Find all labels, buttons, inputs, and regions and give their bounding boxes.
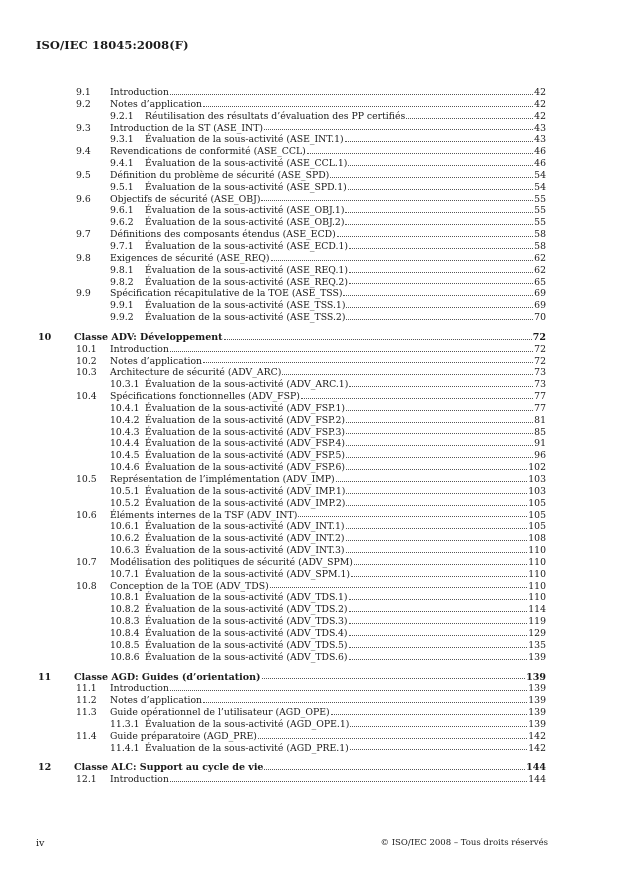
toc-entry-number: 10.8.4 [110,627,140,639]
toc-dot-leader [349,610,528,612]
toc-entry-number: 9.4 [76,146,91,158]
toc-entry-number: 10.8.6 [110,651,140,663]
toc-dot-leader [345,211,533,213]
toc-entry[interactable] [38,217,546,229]
toc-entry-page: 73 [534,379,546,391]
toc-dot-leader [170,780,527,782]
toc-entry-page: 129 [528,627,546,639]
toc-dot-leader [349,247,533,249]
toc-entry[interactable] [38,486,546,498]
toc-entry[interactable] [38,592,546,604]
toc-dot-leader [203,701,527,703]
toc-entry[interactable] [38,545,546,557]
toc-dot-leader [346,492,527,494]
toc-entry-page: 58 [534,229,546,241]
toc-dot-leader [337,235,533,237]
toc-entry-title: Classe AGD: Guides (d’orientation) [74,671,261,683]
toc-entry[interactable] [38,134,546,146]
toc-entry-number: 9.7.1 [110,240,134,252]
toc-entry[interactable] [38,521,546,533]
toc-dot-leader [271,259,534,261]
toc-entry[interactable] [38,229,546,241]
toc-entry-title: Architecture de sécurité (ADV_ARC) [110,367,282,379]
toc-entry-page: 65 [534,276,546,288]
toc-entry-title: Classe ALC: Support au cycle de vie [74,762,264,774]
toc-entry-page: 108 [528,533,546,545]
toc-entry-page: 58 [534,240,546,252]
toc-entry-title: Évaluation de la sous-activité (ADV_TDS.3) [145,616,348,628]
toc-entry-title: Notes d’application [110,355,203,367]
toc-entry-page: 110 [528,580,546,592]
toc-entry-page: 55 [534,217,546,229]
toc-dot-leader [346,504,527,506]
toc-dot-leader [346,444,533,446]
toc-entry-page: 42 [534,87,546,98]
toc-entry[interactable] [38,146,546,158]
toc-entry[interactable] [38,731,546,743]
toc-entry[interactable] [38,123,546,135]
toc-entry-title: Revendications de conformité (ASE_CCL) [110,146,306,158]
toc-entry-title: Éléments internes de la TSF (ADV_INT) [110,509,298,521]
toc-dot-leader [349,622,528,624]
toc-entry-page: 110 [528,556,546,568]
toc-entry-title: Évaluation de la sous-activité (ADV_INT.1) [145,521,345,533]
toc-entry-page: 72 [534,343,546,355]
copyright-notice: © ISO/IEC 2008 – Tous droits réservés [380,838,548,848]
toc-entry-page: 55 [534,205,546,217]
toc-entry-title: Guide opérationnel de l’utilisateur (AGD_OPE) [110,707,330,719]
toc-entry-number: 12 [38,762,52,774]
toc-dot-leader [336,480,528,482]
toc-entry-number: 9.3 [76,122,91,134]
toc-entry[interactable] [38,640,546,652]
toc-entry-page: 139 [528,683,546,695]
toc-dot-leader [331,713,528,715]
toc-entry[interactable] [38,379,546,391]
toc-dot-leader [346,306,533,308]
toc-entry[interactable] [38,277,546,289]
toc-entry[interactable] [38,288,546,300]
toc-entry-number: 10.5.2 [110,497,140,509]
toc-dot-leader [330,176,533,178]
toc-dot-leader [348,164,533,166]
toc-entry-number: 9.9 [76,288,91,300]
toc-entry-number: 10.4.2 [110,414,140,426]
toc-entry-number: 11.3 [76,707,97,719]
toc-entry-title: Évaluation de la sous-activité (ASE_CCL.1) [145,158,348,170]
toc-dot-leader [349,385,533,387]
toc-entry-title: Évaluation de la sous-activité (ADV_TDS.5) [145,639,348,651]
toc-entry-number: 10.3.1 [110,379,140,391]
toc-entry-page: 114 [528,604,546,616]
toc-entry-page: 135 [528,639,546,651]
toc-entry-title: Évaluation de la sous-activité (ASE_OBJ.1) [145,205,345,217]
toc-entry-number: 10.2 [76,355,97,367]
toc-dot-leader [346,432,533,434]
toc-dot-leader [348,188,533,190]
toc-entry-page: 69 [534,288,546,300]
toc-dot-leader [307,152,533,154]
section-gap [38,324,546,332]
toc-dot-leader [346,468,527,470]
toc-entry-number: 10.5.1 [110,485,140,497]
toc-entry[interactable] [38,312,546,324]
toc-entry[interactable] [38,253,546,265]
toc-dot-leader [349,658,528,660]
toc-entry-page: 73 [534,367,546,379]
toc-entry-number: 9.5 [76,169,91,181]
toc-dot-leader [406,117,533,119]
toc-dot-leader [346,539,528,541]
toc-entry-number: 9.6 [76,193,91,205]
toc-entry-page: 144 [526,762,546,774]
toc-entry-title: Définition du problème de sécurité (ASE_SPD) [110,169,330,181]
toc-entry-page: 91 [534,438,546,450]
toc-entry-page: 62 [534,264,546,276]
toc-dot-leader [345,223,533,225]
toc-entry-title: Introduction de la ST (ASE_INT) [110,122,264,134]
toc-dot-leader [264,128,533,130]
toc-entry-number: 10.8 [76,580,97,592]
toc-entry[interactable] [38,719,546,731]
toc-entry-number: 10.4.4 [110,438,140,450]
toc-entry-page: 54 [534,181,546,193]
toc-dot-leader [282,373,533,375]
toc-entry[interactable] [38,170,546,182]
toc-entry[interactable] [38,450,546,462]
toc-entry-title: Spécifications fonctionnelles (ADV_FSP) [110,391,300,403]
toc-entry[interactable] [38,683,546,695]
toc-dot-leader [350,725,527,727]
toc-entry-number: 9.6.2 [110,217,134,229]
toc-dot-leader [346,421,533,423]
toc-entry[interactable] [38,194,546,206]
toc-entry[interactable] [38,774,546,786]
toc-entry-number: 10.8.3 [110,616,140,628]
toc-entry-number: 10.6 [76,509,97,521]
toc-entry-page: 110 [528,545,546,557]
toc-entry-number: 10.4.6 [110,462,140,474]
toc-entry[interactable] [38,265,546,277]
toc-entry-number: 10.4.5 [110,450,140,462]
toc-entry-page: 139 [528,718,546,730]
toc-entry-title: Notes d’application [110,98,203,110]
toc-entry-title: Évaluation de la sous-activité (ADV_TDS.6) [145,651,348,663]
toc-entry[interactable] [38,300,546,312]
toc-entry-number: 10.1 [76,343,97,355]
toc-entry[interactable] [38,616,546,628]
toc-entry-title: Évaluation de la sous-activité (ADV_TDS.2) [145,604,348,616]
toc-entry-title: Évaluation de la sous-activité (ASE_INT.1) [145,134,344,146]
toc-entry[interactable] [38,557,546,569]
toc-entry-number: 10.7.1 [110,568,140,580]
toc-entry-title: Évaluation de la sous-activité (ADV_FSP.5) [145,450,346,462]
toc-dot-leader [298,515,527,517]
toc-entry-page: 72 [532,331,546,343]
toc-entry-title: Guide préparatoire (AGD_PRE) [110,730,257,742]
toc-dot-leader [301,397,533,399]
toc-entry[interactable] [38,356,546,368]
toc-chapter-entry[interactable] [38,762,546,774]
toc-entry-title: Spécification récapitulative de la TOE (ASE_TSS) [110,288,343,300]
toc-entry[interactable] [38,241,546,253]
toc-dot-leader [354,563,527,565]
toc-entry-page: 46 [534,146,546,158]
toc-entry-number: 9.8.2 [110,276,134,288]
toc-entry-number: 10.6.3 [110,545,140,557]
toc-entry[interactable] [38,182,546,194]
toc-entry[interactable] [38,344,546,356]
toc-entry-page: 96 [534,450,546,462]
toc-entry[interactable] [38,462,546,474]
toc-entry-title: Évaluation de la sous-activité (ADV_FSP.3) [145,426,346,438]
page-number: iv [36,838,45,849]
toc-entry-number: 11 [38,671,52,683]
toc-dot-leader [262,677,526,679]
toc-entry-page: 144 [528,774,546,786]
toc-dot-leader [346,551,528,553]
toc-entry[interactable] [38,87,546,99]
toc-entry-title: Évaluation de la sous-activité (ADV_IMP.1) [145,485,346,497]
toc-entry-page: 105 [528,521,546,533]
toc-entry-number: 10.4.1 [110,402,140,414]
toc-entry-number: 9.2.1 [110,110,134,122]
toc-entry-title: Notes d’application [110,695,203,707]
toc-entry-title: Introduction [110,774,169,786]
toc-entry-number: 9.8.1 [110,264,134,276]
toc-entry-number: 9.7 [76,229,91,241]
toc-dot-leader [346,318,533,320]
toc-entry-page: 69 [534,300,546,312]
toc-entry-title: Représentation de l’implémentation (ADV_IMP) [110,474,335,485]
toc-entry-title: Évaluation de la sous-activité (AGD_PRE.1) [145,742,349,754]
toc-entry[interactable] [38,99,546,111]
toc-entry-title: Évaluation de la sous-activité (ADV_INT.3) [145,545,345,557]
toc-entry-page: 139 [528,695,546,707]
section-gap [38,664,546,672]
toc-entry-title: Évaluation de la sous-activité (ASE_REQ.1) [145,264,348,276]
toc-entry[interactable] [38,707,546,719]
toc-entry-title: Évaluation de la sous-activité (ADV_IMP.2) [145,497,346,509]
toc-entry-number: 11.4.1 [110,742,140,754]
toc-entry-number: 10.4 [76,391,97,403]
toc-entry[interactable] [38,569,546,581]
toc-entry-title: Évaluation de la sous-activité (ADV_FSP.1) [145,402,346,414]
toc-entry-title: Évaluation de la sous-activité (ADV_FSP.6) [145,462,346,474]
toc-entry-title: Évaluation de la sous-activité (ADV_TDS.1) [145,592,348,604]
toc-entry-page: 139 [528,707,546,719]
toc-entry-number: 10.7 [76,556,97,568]
toc-entry[interactable] [38,403,546,415]
toc-entry[interactable] [38,205,546,217]
toc-entry[interactable] [38,628,546,640]
toc-dot-leader [349,282,533,284]
toc-dot-leader [264,768,525,770]
toc-entry-title: Évaluation de la sous-activité (ASE_TSS.2) [145,312,346,324]
toc-entry-title: Évaluation de la sous-activité (ADV_INT.2) [145,533,345,545]
toc-dot-leader [349,598,528,600]
toc-entry[interactable] [38,474,546,486]
toc-entry-number: 10.4.3 [110,426,140,438]
toc-entry-number: 11.4 [76,730,97,742]
toc-entry-title: Introduction [110,87,169,98]
toc-entry[interactable] [38,604,546,616]
toc-entry-title: Évaluation de la sous-activité (ASE_OBJ.2) [145,217,345,229]
toc-entry-page: 103 [528,474,546,485]
section-gap [38,754,546,762]
toc-entry-page: 77 [534,391,546,403]
toc-entry-number: 12.1 [76,774,97,786]
toc-entry-number: 9.5.1 [110,181,134,193]
toc-entry-title: Évaluation de la sous-activité (ADV_ARC.1) [145,379,349,391]
toc-entry[interactable] [38,415,546,427]
toc-entry-number: 10.8.1 [110,592,140,604]
toc-dot-leader [349,634,528,636]
toc-dot-leader [270,586,528,588]
toc-entry-number: 10.6.1 [110,521,140,533]
toc-entry-page: 43 [534,134,546,146]
toc-entry[interactable] [38,695,546,707]
toc-entry-title: Évaluation de la sous-activité (ADV_TDS.4) [145,627,348,639]
toc-entry-page: 42 [534,110,546,122]
toc-entry-title: Évaluation de la sous-activité (ASE_TSS.1) [145,300,346,312]
toc-entry-page: 55 [534,193,546,205]
toc-entry-page: 119 [528,616,546,628]
table-of-contents [38,87,546,786]
toc-entry-title: Évaluation de la sous-activité (ASE_ECD.1) [145,240,349,252]
toc-entry[interactable] [38,111,546,123]
toc-dot-leader [224,338,532,340]
toc-dot-leader [350,748,527,750]
document-header: ISO/IEC 18045:2008(F) [36,38,189,52]
toc-entry-page: 139 [526,671,546,683]
toc-entry[interactable] [38,498,546,510]
toc-entry-number: 10.3 [76,367,97,379]
toc-entry-number: 11.1 [76,683,97,695]
toc-entry-title: Évaluation de la sous-activité (AGD_OPE.1) [145,718,350,730]
toc-entry-page: 42 [534,98,546,110]
toc-dot-leader [346,456,533,458]
toc-entry-page: 54 [534,169,546,181]
toc-entry-number: 11.2 [76,695,97,707]
toc-dot-leader [170,689,527,691]
toc-entry-title: Classe ADV: Développement [74,331,223,343]
toc-entry-number: 11.3.1 [110,718,140,730]
toc-entry-number: 9.4.1 [110,158,134,170]
toc-dot-leader [349,646,528,648]
toc-dot-leader [203,361,533,363]
toc-dot-leader [345,140,534,142]
toc-entry[interactable] [38,367,546,379]
toc-entry-page: 110 [528,568,546,580]
toc-entry-title: Évaluation de la sous-activité (ADV_FSP.2) [145,414,346,426]
toc-entry-title: Conception de la TOE (ADV_TDS) [110,580,269,592]
toc-dot-leader [343,294,533,296]
toc-dot-leader [258,737,527,739]
toc-entry[interactable] [38,533,546,545]
toc-entry-title: Réutilisation des résultats d’évaluation des PP certifiés [145,110,406,122]
toc-entry-title: Introduction [110,683,169,695]
toc-entry-title: Exigences de sécurité (ASE_REQ) [110,252,270,264]
toc-entry[interactable] [38,652,546,664]
toc-entry-title: Définitions des composants étendus (ASE_ECD) [110,229,336,241]
toc-entry-title: Évaluation de la sous-activité (ADV_FSP.4) [145,438,346,450]
toc-dot-leader [170,350,533,352]
toc-entry-number: 9.6.1 [110,205,134,217]
toc-entry[interactable] [38,391,546,403]
toc-entry-number: 9.9.1 [110,300,134,312]
toc-dot-leader [346,409,533,411]
toc-entry-page: 110 [528,592,546,604]
toc-entry-number: 10.8.5 [110,639,140,651]
toc-entry-title: Évaluation de la sous-activité (ASE_REQ.2) [145,276,348,288]
toc-dot-leader [346,527,528,529]
toc-entry-number: 10.6.2 [110,533,140,545]
toc-entry-number: 9.8 [76,252,91,264]
toc-dot-leader [170,93,533,95]
toc-entry-number: 9.9.2 [110,312,134,324]
toc-entry-page: 72 [534,355,546,367]
toc-dot-leader [261,199,533,201]
toc-entry[interactable] [38,438,546,450]
toc-entry-page: 77 [534,402,546,414]
toc-entry-page: 103 [528,485,546,497]
toc-entry-number: 10.5 [76,474,97,485]
toc-chapter-entry[interactable] [38,332,546,344]
toc-entry-page: 105 [528,509,546,521]
toc-entry-page: 142 [528,730,546,742]
toc-entry-title: Évaluation de la sous-activité (ADV_SPM.1) [145,568,350,580]
toc-entry[interactable] [38,743,546,755]
toc-entry-page: 46 [534,158,546,170]
toc-entry-page: 142 [528,742,546,754]
toc-entry-number: 9.3.1 [110,134,134,146]
toc-entry-page: 102 [528,462,546,474]
toc-entry-title: Introduction [110,343,169,355]
toc-entry-page: 70 [534,312,546,324]
toc-dot-leader [203,105,533,107]
toc-entry-number: 10 [38,331,52,343]
toc-entry-number: 10.8.2 [110,604,140,616]
toc-entry[interactable] [38,427,546,439]
toc-entry-page: 81 [534,414,546,426]
toc-entry-page: 139 [528,651,546,663]
toc-dot-leader [351,575,527,577]
toc-entry-title: Évaluation de la sous-activité (ASE_SPD.1) [145,181,347,193]
toc-entry-title: Modélisation des politiques de sécurité (ADV_SPM) [110,556,353,568]
toc-entry-number: 9.1 [76,87,91,98]
toc-entry[interactable] [38,581,546,593]
toc-entry-number: 9.2 [76,98,91,110]
toc-entry[interactable] [38,510,546,522]
toc-dot-leader [349,271,533,273]
toc-chapter-entry[interactable] [38,672,546,684]
toc-entry-title: Objectifs de sécurité (ASE_OBJ) [110,193,261,205]
toc-entry-page: 105 [528,497,546,509]
toc-entry-page: 62 [534,252,546,264]
toc-entry-page: 85 [534,426,546,438]
toc-entry-page: 43 [534,122,546,134]
toc-entry[interactable] [38,158,546,170]
